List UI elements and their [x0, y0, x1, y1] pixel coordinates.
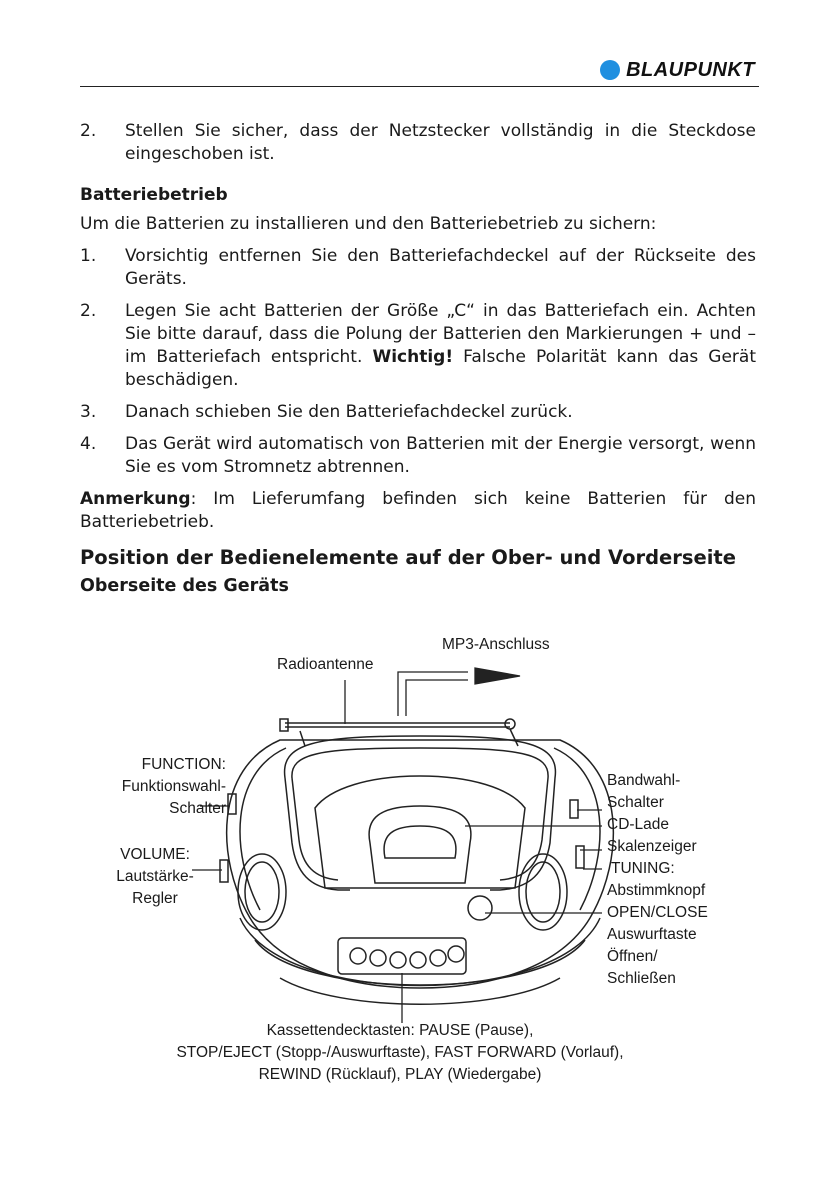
battery-item-1 — [80, 245, 756, 291]
item-number: 4. — [80, 434, 97, 454]
cassette-label — [120, 1020, 680, 1086]
cd-label: CD-Lade — [607, 816, 670, 833]
brand-name: BLAUPUNKT — [626, 58, 755, 81]
item-text: Das Gerät wird automatisch von Batterien mit der Energie versorgt, wenn Sie es vom Stromnetz abtrennen. — [125, 434, 756, 477]
item-number: 1. — [80, 246, 97, 266]
logo-dot-icon — [600, 60, 620, 80]
cassette-label-line: Kassettendecktasten: PAUSE (Pause), — [266, 1022, 534, 1039]
important-label: Wichtig! — [372, 347, 454, 367]
cassette-label-line: STOP/EJECT (Stopp-/Auswurftaste), FAST FORWARD (Vorlauf), — [176, 1044, 624, 1061]
tuning-label-line: TUNING: — [611, 860, 675, 877]
battery-item-3 — [80, 401, 756, 424]
band-label — [607, 770, 680, 814]
controls-subheading: Oberseite des Geräts — [80, 576, 289, 596]
function-label — [122, 754, 226, 820]
header-rule — [80, 86, 759, 87]
controls-heading: Position der Bedienelemente auf der Ober- und Vorderseite — [80, 546, 736, 569]
device-diagram — [80, 628, 760, 1098]
function-label-line: FUNCTION: — [141, 756, 226, 773]
battery-item-2 — [80, 300, 756, 392]
function-label-line: Schalter — [169, 800, 226, 817]
open-label-line: Auswurftaste — [607, 926, 697, 943]
band-label-line: Schalter — [607, 794, 664, 811]
volume-label — [110, 844, 200, 910]
note-label: Anmerkung — [80, 489, 191, 509]
item-text: Vorsichtig entfernen Sie den Batteriefachdeckel auf der Rückseite des Geräts. — [125, 246, 756, 289]
mp3-label: MP3-Anschluss — [442, 636, 550, 653]
item-text: Stellen Sie sicher, dass der Netzstecker vollständig in die Steckdose eingeschoben ist. — [125, 121, 756, 164]
cassette-label-line: REWIND (Rücklauf), PLAY (Wiedergabe) — [258, 1066, 542, 1083]
function-label-line: Funktionswahl- — [121, 778, 226, 795]
dial-label: Skalenzeiger — [607, 838, 697, 855]
battery-item-4 — [80, 433, 756, 479]
tuning-knob-drawing — [576, 846, 584, 868]
item-text: Danach schieben Sie den Batteriefachdeckel zurück. — [125, 402, 573, 422]
open-label-line: Öffnen/ — [607, 948, 658, 965]
volume-label-line: VOLUME: — [120, 846, 190, 863]
volume-label-line: Lautstärke- — [116, 868, 194, 885]
open-close-label — [607, 902, 708, 990]
item-number: 3. — [80, 402, 97, 422]
cd-door-drawing — [315, 776, 525, 920]
item-text-main: Legen Sie acht Batterien der Größe „C“ in das Batteriefach ein. Achten Sie bitte darauf, dass die Polung der Batterien den Markierungen + und – im Batteriefach entspricht. — [125, 301, 756, 367]
antenna-label: Radioantenne — [277, 656, 374, 673]
tuning-label-line: Abstimmknopf — [607, 882, 706, 899]
cassette-buttons-drawing — [338, 938, 466, 974]
volume-knob-drawing — [220, 860, 228, 882]
page-content — [80, 120, 756, 598]
antenna-drawing — [280, 719, 518, 746]
volume-label-line: Regler — [132, 890, 178, 907]
item-text — [125, 300, 756, 392]
band-label-line: Bandwahl- — [607, 772, 681, 789]
battery-heading: Batteriebetrieb — [80, 185, 228, 205]
band-switch-drawing — [570, 800, 578, 818]
open-label-line: Schließen — [607, 970, 676, 987]
battery-note — [80, 488, 756, 534]
open-label-line: OPEN/CLOSE — [607, 904, 708, 921]
battery-intro: Um die Batterien zu installieren und den Batteriebetrieb zu sichern: — [80, 214, 657, 234]
item-text-after: Falsche Polarität kann das Gerät beschädigen. — [125, 347, 757, 390]
brand-logo — [600, 58, 755, 82]
item-number: 2. — [80, 301, 97, 321]
tuning-label — [607, 858, 705, 902]
note-text: : Im Lieferumfang befinden sich keine Batterien für den Batteriebetrieb. — [80, 489, 756, 532]
item-number: 2. — [80, 121, 97, 141]
intro-item — [80, 120, 756, 166]
